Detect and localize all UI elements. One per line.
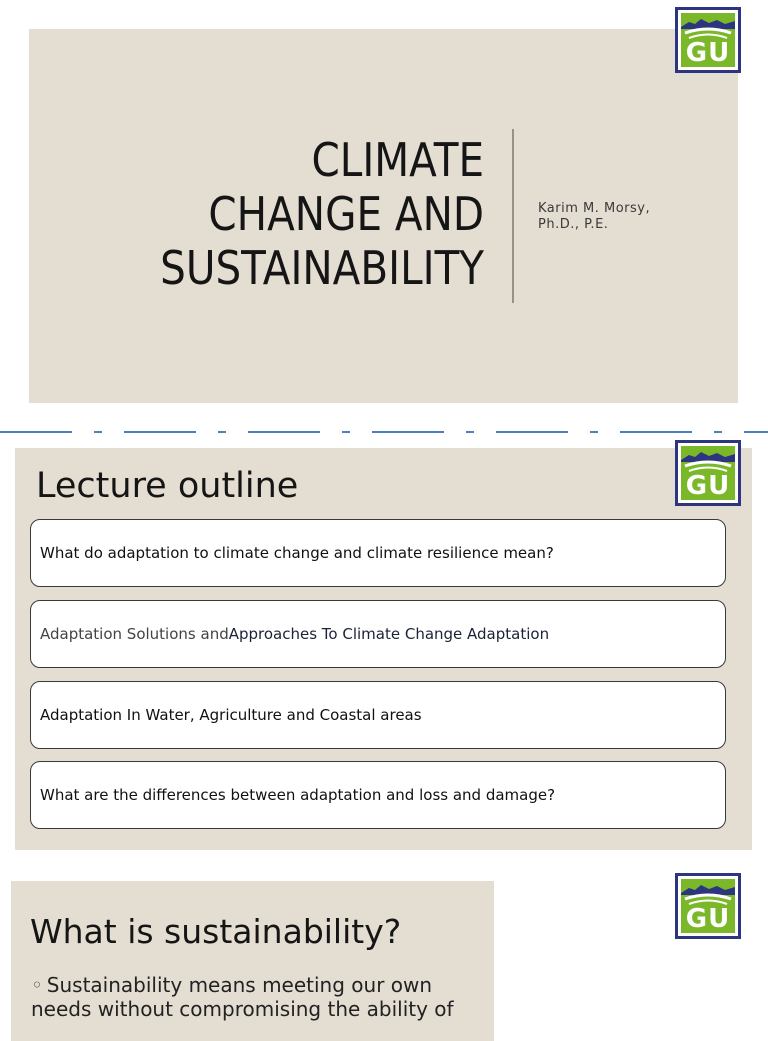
outline-item-3	[30, 681, 726, 749]
gu-logo	[675, 7, 741, 73]
logo-text: GU	[685, 38, 731, 67]
outline-item-label: What do adaptation to climate change and climate resilience mean?	[40, 544, 554, 562]
outline-item-2	[30, 600, 726, 668]
slide-title: CLIMATE CHANGE AND SUSTAINABILITY	[160, 133, 484, 295]
sustainability-text: Sustainability means meeting our own needs without compromising the ability of	[31, 973, 454, 1021]
slide-separator	[0, 430, 768, 434]
outline-item-label: Adaptation In Water, Agriculture and Coastal areas	[40, 706, 422, 724]
title-slide	[29, 29, 738, 403]
outline-title: Lecture outline	[36, 466, 299, 506]
logo-text: GU	[685, 904, 731, 933]
outline-item-1	[30, 519, 726, 587]
title-divider	[512, 129, 514, 303]
author-name: Karim M. Morsy, Ph.D., P.E.	[538, 201, 651, 232]
gu-logo	[675, 440, 741, 506]
outline-item-label-emphasis: Approaches To Climate Change Adaptation	[228, 625, 550, 643]
outline-item-4	[30, 761, 726, 829]
outline-item-label: Adaptation Solutions and	[40, 625, 229, 643]
sustainability-slide	[11, 881, 494, 1041]
sustainability-title: What is sustainability?	[30, 912, 402, 951]
outline-item-label: What are the differences between adaptation and loss and damage?	[40, 786, 556, 804]
gu-logo	[675, 873, 741, 939]
bullet-icon: ◦	[31, 973, 43, 997]
sustainability-body	[31, 973, 481, 1021]
outline-slide	[15, 448, 752, 850]
logo-text: GU	[685, 471, 731, 500]
